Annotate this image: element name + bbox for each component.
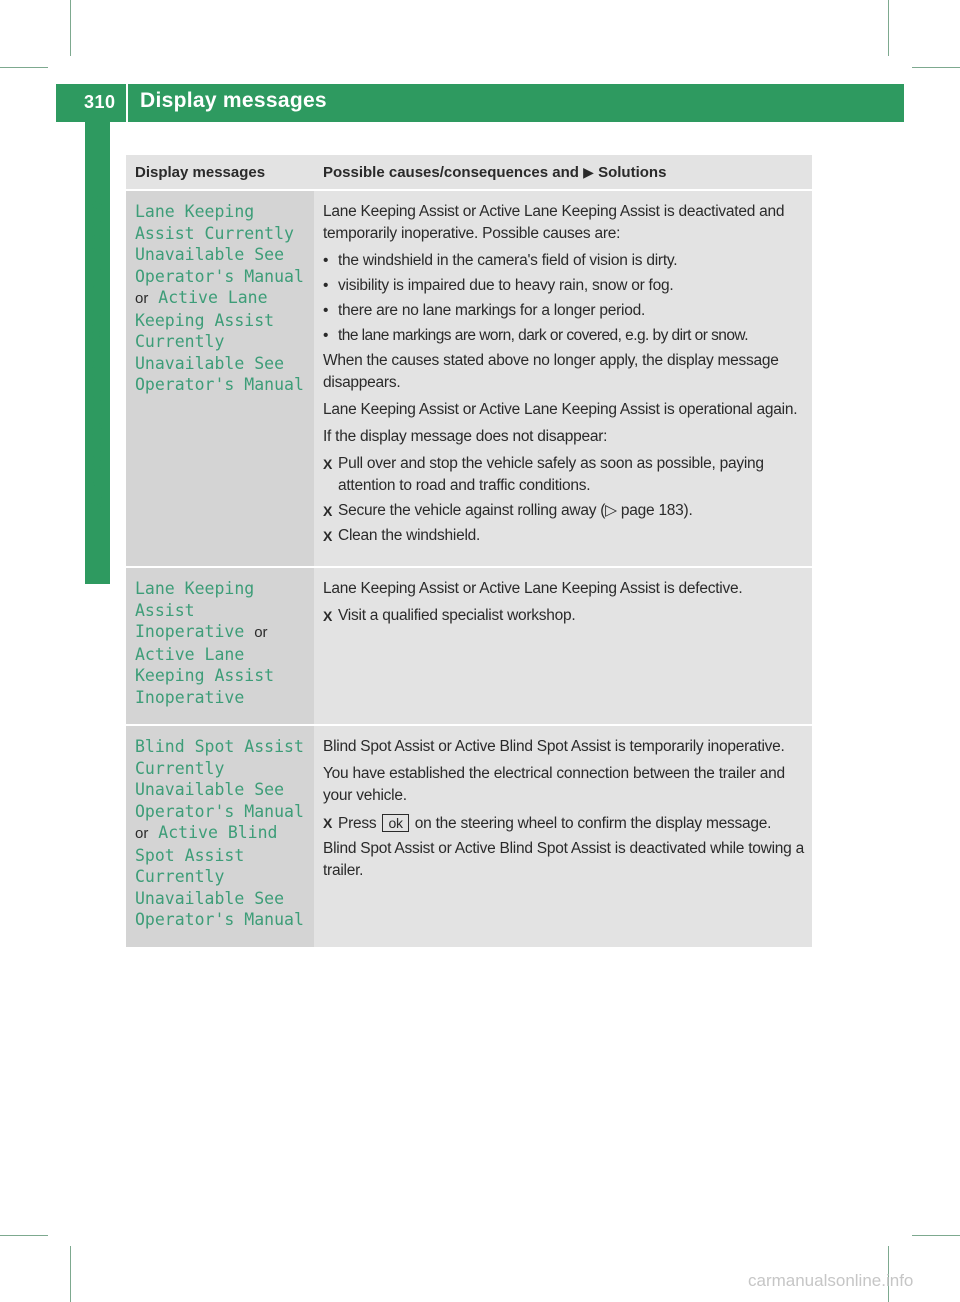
paragraph: If the display message does not disappear:	[323, 428, 608, 445]
action-step	[323, 605, 804, 627]
table-row	[126, 190, 812, 567]
step-arrow-icon: X	[323, 456, 333, 472]
action-step	[323, 812, 804, 835]
display-message-text: Active Blind Spot Assist Currently Unavailable See Operator's Manual	[135, 823, 304, 929]
step-text: Visit a qualified specialist workshop.	[338, 607, 576, 624]
bullet-icon: •	[323, 252, 329, 269]
table-row	[126, 725, 812, 948]
side-tab-label: On-board computer and displays	[85, 195, 108, 509]
paragraph: Lane Keeping Assist or Active Lane Keeping Assist is operational again.	[323, 401, 798, 418]
display-message	[135, 578, 306, 708]
header-separator	[126, 56, 128, 122]
display-message-text: Lane Keeping Assist Currently Unavailable See Operator's Manual	[135, 202, 304, 286]
message-cell	[126, 725, 314, 948]
play-arrow-icon: ▶	[583, 163, 594, 180]
section-title: Display messages	[140, 89, 327, 112]
page-number: 310	[84, 92, 116, 112]
message-cell	[126, 567, 314, 725]
message-cell	[126, 190, 314, 567]
cause-intro: Blind Spot Assist or Active Blind Spot Assist is temporarily inoperative.	[323, 738, 785, 755]
or-connector: or	[254, 624, 268, 641]
paragraph: Blind Spot Assist or Active Blind Spot Assist is deactivated while towing a trailer.	[323, 840, 804, 879]
crop-mark	[0, 67, 48, 68]
step-arrow-icon: X	[323, 503, 333, 519]
list-item-text: there are no lane markings for a longer period.	[338, 302, 646, 319]
crop-mark	[912, 67, 960, 68]
press-label: Press	[338, 815, 377, 832]
solution-cell	[314, 725, 812, 948]
bullet-icon: •	[323, 302, 329, 319]
watermark: carmanualsonline.info	[748, 1271, 914, 1290]
display-message	[135, 201, 306, 396]
table-row	[126, 567, 812, 725]
column-header-messages: Display messages	[126, 155, 314, 190]
step-arrow-icon: X	[323, 815, 333, 831]
bullet-icon: •	[323, 327, 328, 344]
step-arrow-icon: X	[323, 608, 333, 624]
paragraph: You have established the electrical connection between the trailer and your vehicle.	[323, 765, 785, 804]
action-step	[323, 525, 804, 547]
or-connector: or	[135, 290, 149, 307]
solution-cell	[314, 567, 812, 725]
crop-mark	[70, 0, 71, 56]
table-header-row	[126, 155, 812, 190]
paragraph: When the causes stated above no longer apply, the display message disappears.	[323, 352, 779, 391]
list-item	[323, 250, 804, 272]
display-messages-table	[126, 155, 812, 949]
bullet-icon: •	[323, 277, 329, 294]
step-rest-text: on the steering wheel to confirm the display message.	[414, 815, 772, 832]
list-item	[323, 300, 804, 322]
ok-button-icon: ok	[382, 814, 408, 832]
display-message-text: Lane Keeping Assist Inoperative	[135, 579, 255, 641]
cause-intro: Lane Keeping Assist or Active Lane Keeping Assist is deactivated and temporarily inoperative. Possible causes are:	[323, 203, 785, 242]
display-message-text: Active Lane Keeping Assist Inoperative	[135, 644, 275, 707]
step-text: Secure the vehicle against rolling away (▷ page 183).	[338, 502, 693, 519]
list-item	[323, 275, 804, 297]
action-step	[323, 453, 804, 497]
list-item	[323, 325, 804, 347]
action-step	[323, 500, 804, 522]
display-message-text: Blind Spot Assist Currently Unavailable See Operator's Manual	[135, 737, 304, 821]
crop-mark	[0, 1235, 48, 1236]
display-message	[135, 736, 306, 931]
display-message-text: Active Lane Keeping Assist Currently Unavailable See Operator's Manual	[135, 288, 304, 394]
crop-mark	[70, 1246, 71, 1302]
crop-mark	[912, 1235, 960, 1236]
crop-mark	[888, 0, 889, 56]
column-header-solutions	[314, 155, 812, 190]
solution-cell	[314, 190, 812, 567]
column-header-solutions-post: Solutions	[598, 163, 667, 181]
step-text: Clean the windshield.	[338, 527, 481, 544]
step-text: Pull over and stop the vehicle safely as soon as possible, paying attention to road and traffic conditions.	[338, 455, 764, 494]
column-header-solutions-pre: Possible causes/consequences and	[323, 163, 579, 181]
cause-intro: Lane Keeping Assist or Active Lane Keeping Assist is defective.	[323, 580, 743, 597]
list-item-text: the windshield in the camera's field of vision is dirty.	[338, 252, 678, 269]
list-item-text: the lane markings are worn, dark or covered, e.g. by dirt or snow.	[338, 327, 748, 344]
list-item-text: visibility is impaired due to heavy rain, snow or fog.	[338, 277, 674, 294]
step-arrow-icon: X	[323, 528, 333, 544]
step-text	[338, 812, 771, 835]
or-connector: or	[135, 825, 149, 842]
